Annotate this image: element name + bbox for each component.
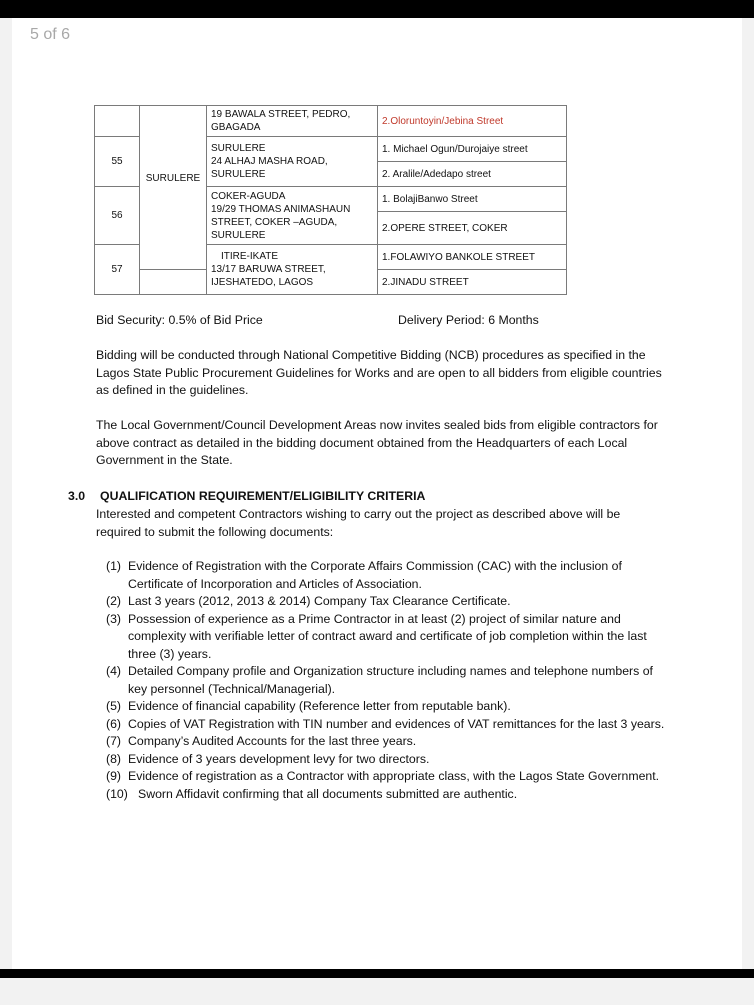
section-heading xyxy=(68,489,425,503)
table-cell-lga-empty xyxy=(140,270,207,295)
address-line: ITIRE-IKATE xyxy=(221,251,279,262)
locations-table xyxy=(94,105,567,295)
list-item xyxy=(106,733,666,751)
address-line: 13/17 BARUWA STREET, xyxy=(211,264,326,275)
table-cell-road: 2. Aralile/Adedapo street xyxy=(378,162,567,187)
list-item xyxy=(106,558,666,593)
list-number: (7) xyxy=(106,734,122,748)
table-cell-road: 1. Michael Ogun/Durojaiye street xyxy=(378,137,567,162)
table-cell-address xyxy=(207,187,378,245)
list-number: (2) xyxy=(106,594,122,608)
address-line: SURULERE xyxy=(211,169,266,180)
list-item xyxy=(106,593,666,611)
address-line: SURULERE xyxy=(211,229,266,241)
list-text: Company’s Audited Accounts for the last three years. xyxy=(128,734,417,748)
list-number: (6) xyxy=(106,716,122,731)
table-row xyxy=(95,106,567,137)
list-item xyxy=(106,698,666,716)
table-cell-address xyxy=(207,245,378,295)
list-number: (9) xyxy=(106,769,122,783)
list-text: Possession of experience as a Prime Contractor in at least (2) project of similar nature and complexity with verifiable letter of contract award and certificate of job completion within the last three (3) years. xyxy=(128,611,647,661)
list-text: Evidence of 3 years development levy for two directors. xyxy=(128,751,430,766)
table-cell-road: 2.JINADU STREET xyxy=(378,270,567,295)
requirements-list xyxy=(106,558,666,803)
list-text: Sworn Affidavit confirming that all documents submitted are authentic. xyxy=(138,786,518,801)
list-text: Copies of VAT Registration with TIN number and evidences of VAT remittances for the last 3 years. xyxy=(128,716,665,731)
list-item xyxy=(106,786,666,804)
table-cell-road: 1.FOLAWIYO BANKOLE STREET xyxy=(378,245,567,270)
list-number: (8) xyxy=(106,751,122,766)
list-number: (5) xyxy=(106,699,122,713)
address-line: SURULERE xyxy=(211,143,266,154)
list-text: Last 3 years (2012, 2013 & 2014) Company Tax Clearance Certificate. xyxy=(128,594,511,608)
list-item xyxy=(106,751,666,769)
list-number: (1) xyxy=(106,559,122,573)
list-text: Evidence of registration as a Contractor with appropriate class, with the Lagos State Government. xyxy=(128,769,660,783)
table-cell-address xyxy=(207,106,378,137)
address-line: IJESHATEDO, LAGOS xyxy=(211,277,314,288)
table-cell-number: 56 xyxy=(95,187,140,245)
section-number: 3.0 xyxy=(68,489,86,503)
address-line: 19 BAWALA STREET, PEDRO, xyxy=(211,109,351,120)
section-intro: Interested and competent Contractors wishing to carry out the project as described above will be required to submit the following documents: xyxy=(96,507,621,539)
viewer-bottom-bar xyxy=(0,969,754,978)
lga-label: SURULERE xyxy=(145,173,201,184)
address-line: COKER-AGUDA xyxy=(211,190,286,202)
table-cell-number: 57 xyxy=(95,245,140,295)
list-item xyxy=(106,611,666,664)
table-cell-road: 1. BolajiBanwo Street xyxy=(378,187,567,212)
table-cell-road: 2.Oloruntoyin/Jebina Street xyxy=(378,106,567,137)
list-item xyxy=(106,663,666,698)
paragraph-bidding: Bidding will be conducted through National Competitive Bidding (NCB) procedures as specified in the Lagos State Public Procurement Guidelines for Works and are open to all bidders from eligible countries as defined in the guidelines. xyxy=(96,348,662,397)
list-item xyxy=(106,768,666,786)
list-number: (4) xyxy=(106,664,122,678)
address-line: 19/29 THOMAS ANIMASHAUN xyxy=(211,203,351,215)
table-cell-address xyxy=(207,137,378,187)
paragraph-invitation: The Local Government/Council Development Areas now invites sealed bids from eligible contractors for above contract as detailed in the bidding document obtained from the Headquarters of each Local Government in the State. xyxy=(96,418,658,467)
list-item xyxy=(106,716,666,734)
table-cell-number: 55 xyxy=(95,137,140,187)
page-indicator: 5 of 6 xyxy=(30,26,71,43)
address-line: GBAGADA xyxy=(211,122,261,133)
list-text: Detailed Company profile and Organization structure including names and telephone numbers of key personnel (Technical/Managerial). xyxy=(128,664,653,696)
bid-security: Bid Security: 0.5% of Bid Price xyxy=(96,313,263,327)
address-line: 24 ALHAJ MASHA ROAD, xyxy=(211,156,328,167)
section-title: QUALIFICATION REQUIREMENT/ELIGIBILITY CRITERIA xyxy=(100,489,426,503)
list-text: Evidence of Registration with the Corporate Affairs Commission (CAC) with the inclusion of Certificate of Incorporation and Articles of Association. xyxy=(128,559,622,591)
table-cell-road: 2.OPERE STREET, COKER xyxy=(378,212,567,245)
table-cell-number xyxy=(95,106,140,137)
delivery-period: Delivery Period: 6 Months xyxy=(398,313,539,327)
list-number: (10) xyxy=(106,786,128,801)
address-line: STREET, COKER –AGUDA, xyxy=(211,216,338,228)
list-text: Evidence of financial capability (Reference letter from reputable bank). xyxy=(128,699,511,713)
table-cell-lga xyxy=(140,106,207,270)
next-page-strip xyxy=(0,978,754,1005)
list-number: (3) xyxy=(106,611,122,626)
